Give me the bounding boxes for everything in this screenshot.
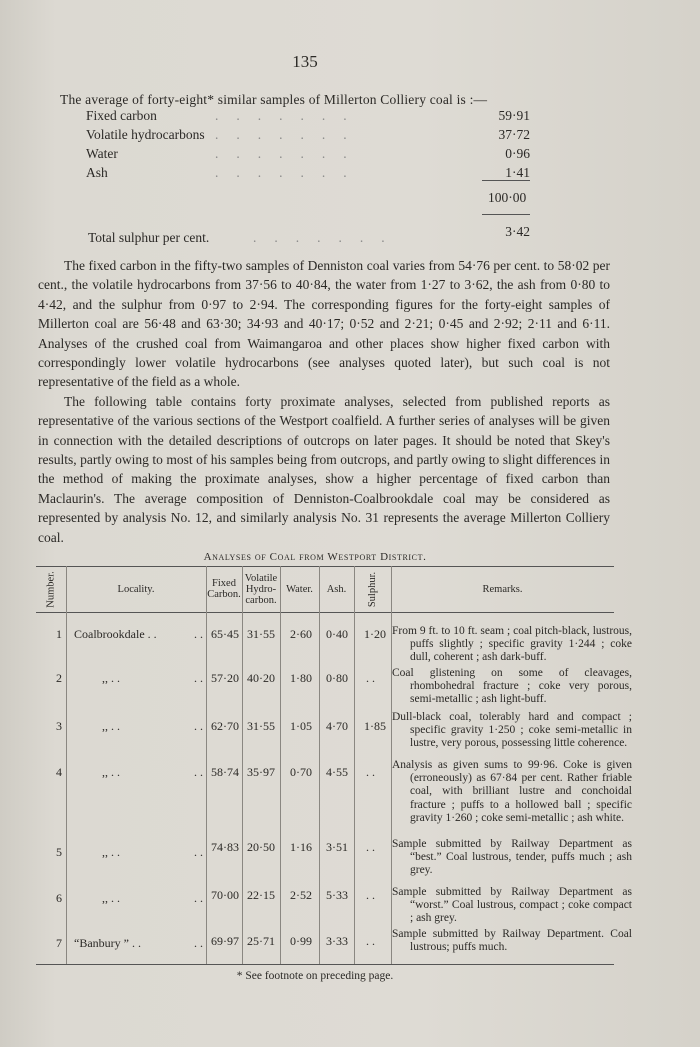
row-locality: ,, . . [102,765,120,779]
row-leader: . . [194,845,203,859]
row-sulphur: . . [366,765,375,779]
row-volatile: 20·50 [247,840,275,854]
table-rule [36,964,614,965]
row-ash: 3·33 [326,934,348,948]
composition-label: Volatile hydrocarbons [86,127,205,142]
row-water: 1·80 [290,671,312,685]
row-locality: “Banbury ” . . [74,936,141,950]
composition-row [60,108,530,127]
row-locality: Coalbrookdale . . [74,627,157,641]
row-water: 1·05 [290,719,312,733]
leader-dots: ....... [253,230,403,245]
row-leader: . . [194,891,203,905]
column-divider [354,566,355,964]
sulphur-value: 3·42 [505,224,530,239]
row-sulphur: . . [366,888,375,902]
row-remarks: Sample submitted by Railway Department as “worst.” Coal lustrous, compact ; coke compact ; ash grey. [392,886,632,925]
header-number: Number. [45,570,57,608]
composition-intro: The average of forty-eight* similar samples of Millerton Colliery coal is :— [60,92,488,107]
composition-value: 59·91 [498,108,530,123]
header-sulphur: Sulphur. [367,571,378,607]
column-divider [280,566,281,964]
header-remarks: Remarks. [482,583,523,595]
row-volatile: 25·71 [247,934,275,948]
paragraph: The fixed carbon in the fifty-two samples of Denniston coal varies from 54·76 per cent. to 58·02 per cent., the volatile hydrocarbons from 37·56 to 40·84, the water from 1·27 to 3·62, the ash from 0·80 to 4·42, and the sulphur from 0·97 to 2·94. The corresponding figures for the forty-eight samples of Millerton coal are 56·48 and 63·30; 34·93 and 40·17; 0·52 and 2·21; 0·45 and 2·92; 2·11 and 6·11. Analyses of the crushed coal from Waimangaroa and other places show higher fixed carbon with correspondingly lower volatile hydrocarbons (see analyses quoted later), but such coal is not representative of the field as a whole. [38,258,610,390]
row-ash: 0·80 [326,671,348,685]
row-number: 6 [56,891,62,905]
composition-row [60,165,530,184]
row-sulphur: . . [366,671,375,685]
row-volatile: 35·97 [247,765,275,779]
row-volatile: 22·15 [247,888,275,902]
composition-label: Water [86,146,118,161]
row-leader: . . [194,719,203,733]
row-ash: 3·51 [326,840,348,854]
row-locality: ,, . . [102,845,120,859]
row-water: 0·70 [290,765,312,779]
column-divider [66,566,67,964]
row-remarks: Analysis as given sums to 99·96. Coke is given (erroneously) as 67·84 per cent. Rather friable coal, with brilliant lustre and conchoidal fracture ; puffs to a hollowed ball ; specific gravity 1·260 ; coke semi-metallic ; ash white. [392,759,632,824]
row-leader: . . [194,765,203,779]
row-number: 7 [56,936,62,950]
composition-value: 1·41 [505,165,530,180]
column-divider [319,566,320,964]
row-water: 2·52 [290,888,312,902]
header-volatile: Volatile Hydro-carbon. [244,572,278,606]
row-number: 1 [56,627,62,641]
composition-value: 37·72 [498,127,530,142]
table-rule [36,612,614,613]
header-water: Water. [286,583,313,595]
sulphur-label: Total sulphur per cent. [88,230,210,245]
row-leader: . . [194,936,203,950]
row-fixed-carbon: 69·97 [211,934,239,948]
row-number: 4 [56,765,62,779]
row-fixed-carbon: 70·00 [211,888,239,902]
composition-value: 0·96 [505,146,530,161]
composition-row [60,146,530,165]
row-water: 1·16 [290,840,312,854]
row-fixed-carbon: 74·83 [211,840,239,854]
header-fixed-carbon: Fixed Carbon. [207,578,241,600]
row-ash: 4·55 [326,765,348,779]
leader-dots: ....... [215,127,365,142]
row-fixed-carbon: 62·70 [211,719,239,733]
row-locality: ,, . . [102,891,120,905]
row-number: 3 [56,719,62,733]
paragraph: The following table contains forty proximate analyses, selected from published reports as representative of the various sections of the Westport coalfield. A further series of analyses will be given in connection with the detailed descriptions of outcrops on later pages. It should be noted that Skey's results, partly owing to most of his samples being from outcrops, and partly owing to slight differences in the method of making the proximate analyses, show a higher percentage of fixed carbon than Maclaurin's. The average composition of Denniston-Coalbrookdale coal may be considered as represented by analysis No. 12, and similarly analysis No. 31 represents the average Millerton Colliery coal. [38,393,610,545]
row-leader: . . [194,671,203,685]
row-fixed-carbon: 57·20 [211,671,239,685]
row-fixed-carbon: 65·45 [211,627,239,641]
row-leader: . . [194,627,203,641]
row-locality: ,, . . [102,671,120,685]
row-volatile: 31·55 [247,719,275,733]
row-sulphur: . . [366,840,375,854]
leader-dots: ....... [215,165,365,180]
row-water: 2·60 [290,627,312,641]
leader-dots: ....... [215,146,365,161]
composition-total: 100·00 [488,190,527,205]
row-locality: ,, . . [102,719,120,733]
row-number: 5 [56,845,62,859]
row-water: 0·99 [290,934,312,948]
body-text [38,256,610,547]
header-ash: Ash. [326,583,347,595]
column-divider [206,566,207,964]
row-sulphur: 1·85 [364,719,386,733]
composition-row [60,127,530,146]
leader-dots: ....... [215,108,365,123]
footnote: * See footnote on preceding page. [236,970,394,982]
composition-label: Ash [86,165,108,180]
row-remarks: Sample submitted by Railway Department. Coal lustrous; puffs much. [392,928,632,954]
composition-label: Fixed carbon [86,108,157,123]
column-divider [242,566,243,964]
row-remarks: Coal glistening on some of cleavages, rhombohedral fracture ; coke very porous, semi-metallic ; ash light-buff. [392,667,632,706]
row-remarks: From 9 ft. to 10 ft. seam ; coal pitch-black, lustrous, puffs slightly ; specific gravity 1·244 ; coke dull, coherent ; ash dark-buff. [392,625,632,664]
row-remarks: Sample submitted by Railway Department as “best.” Coal lustrous, tender, puffs much ; ash grey. [392,838,632,877]
sum-rule [482,214,530,215]
page-number: 135 [292,52,318,71]
table-title: Analyses of Coal from Westport District. [203,551,427,563]
row-ash: 4·70 [326,719,348,733]
row-sulphur: 1·20 [364,627,386,641]
row-number: 2 [56,671,62,685]
row-ash: 5·33 [326,888,348,902]
row-sulphur: . . [366,934,375,948]
row-fixed-carbon: 58·74 [211,765,239,779]
total-sulphur-row [88,224,530,250]
row-remarks: Dull-black coal, tolerably hard and compact ; specific gravity 1·250 ; coke semi-metallic in lustre, very porous, possessing little coherence. [392,711,632,750]
row-ash: 0·40 [326,627,348,641]
header-locality: Locality. [117,583,155,595]
average-composition [60,92,530,184]
row-volatile: 31·55 [247,627,275,641]
sum-rule [482,180,530,181]
row-volatile: 40·20 [247,671,275,685]
